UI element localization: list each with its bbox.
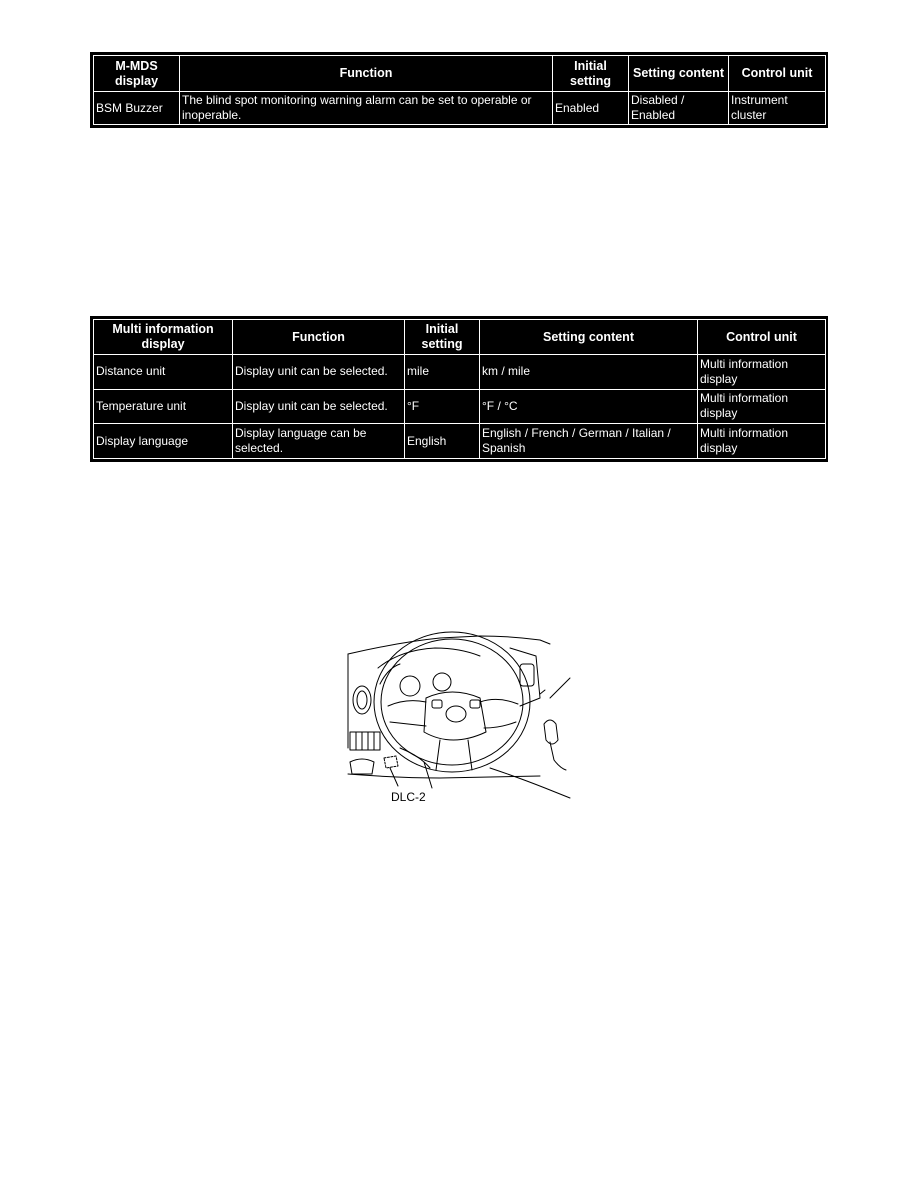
table-header-row — [94, 320, 826, 355]
multi-info-settings-table — [90, 316, 828, 462]
cell-function: Display language can be selected. — [233, 424, 405, 459]
table-row — [94, 92, 826, 125]
cell-setting-content: Disabled / Enabled — [629, 92, 729, 125]
cell-initial-setting: Enabled — [553, 92, 629, 125]
header-initial-setting: Initial setting — [553, 56, 629, 92]
dashboard-illustration — [340, 628, 580, 803]
header-control-unit: Control unit — [729, 56, 826, 92]
header-function: Function — [233, 320, 405, 355]
table-row — [94, 389, 826, 424]
cell-function: Display unit can be selected. — [233, 355, 405, 390]
table-row — [94, 355, 826, 390]
header-setting-content: Setting content — [480, 320, 698, 355]
cell-display: Temperature unit — [94, 389, 233, 424]
table-row — [94, 424, 826, 459]
cell-control-unit: Multi information display — [698, 389, 826, 424]
cell-control-unit: Instrument cluster — [729, 92, 826, 125]
cell-setting-content: °F / °C — [480, 389, 698, 424]
mmds-settings-table — [90, 52, 828, 128]
cell-display: Distance unit — [94, 355, 233, 390]
table-header-row — [94, 56, 826, 92]
multi-info-table — [93, 319, 826, 459]
cell-initial-setting: °F — [405, 389, 480, 424]
cell-control-unit: Multi information display — [698, 424, 826, 459]
cell-initial-setting: mile — [405, 355, 480, 390]
cell-setting-content: English / French / German / Italian / Spanish — [480, 424, 698, 459]
header-function: Function — [180, 56, 553, 92]
cell-display: Display language — [94, 424, 233, 459]
cell-initial-setting: English — [405, 424, 480, 459]
header-control-unit: Control unit — [698, 320, 826, 355]
cell-display: BSM Buzzer — [94, 92, 180, 125]
cell-setting-content: km / mile — [480, 355, 698, 390]
header-setting-content: Setting content — [629, 56, 729, 92]
dlc-2-label: DLC-2 — [391, 790, 426, 804]
cell-control-unit: Multi information display — [698, 355, 826, 390]
cell-function: The blind spot monitoring warning alarm can be set to operable or inoperable. — [180, 92, 553, 125]
header-mmds-display: M-MDS display — [94, 56, 180, 92]
mmds-table — [93, 55, 826, 125]
cell-function: Display unit can be selected. — [233, 389, 405, 424]
header-multi-info-display: Multi information display — [94, 320, 233, 355]
header-initial-setting: Initial setting — [405, 320, 480, 355]
